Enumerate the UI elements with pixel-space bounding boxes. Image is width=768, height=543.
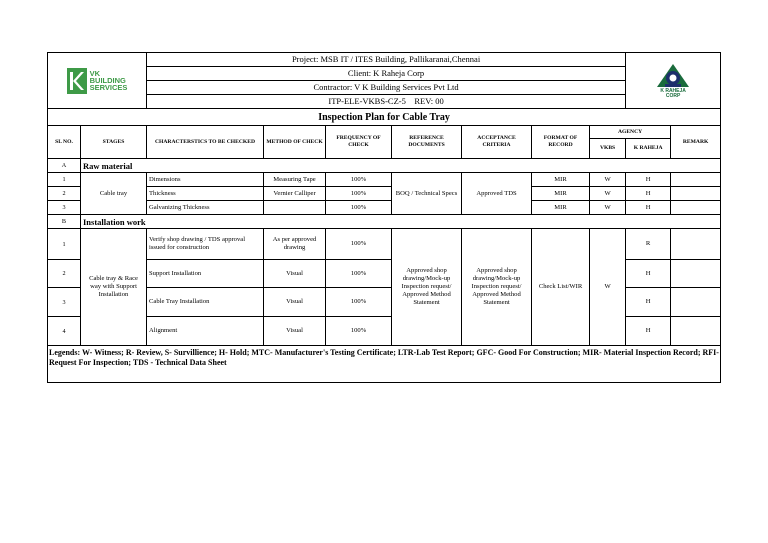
legend: Legends: W- Witness; R- Review, S- Survillience; H- Hold; MTC- Manufacturer's Testing Certificate; LTR-Lab Test Report; GFC- Good For Construction; MIR- Material Inspection Record; RFI- Request For Inspection; TDS - Technical Data Sheet xyxy=(48,346,721,383)
project-name: Project: MSB IT / ITES Building, Pallikaranai,Chennai xyxy=(147,53,626,67)
reference: Approved shop drawing/Mock-up Inspection request/ Approved Method Statement xyxy=(392,229,462,346)
remark xyxy=(671,229,721,260)
section-row xyxy=(48,215,721,229)
vk-logo-text xyxy=(90,70,128,91)
kraheja: H xyxy=(626,187,671,201)
vk-logo-line: SERVICES xyxy=(89,83,128,92)
vk-logo-mark xyxy=(67,68,87,94)
table-row xyxy=(48,229,721,260)
kraheja-logo-line: K RAHEJA xyxy=(660,87,686,94)
kraheja: H xyxy=(626,201,671,215)
sl-no: 3 xyxy=(48,201,81,215)
k-letter-icon xyxy=(67,68,87,94)
revision: REV: 00 xyxy=(414,96,444,106)
kraheja: H xyxy=(626,288,671,317)
inspection-plan-table xyxy=(47,52,721,383)
col-format: FORMAT OF RECORD xyxy=(532,126,590,159)
col-kraheja: K RAHEJA xyxy=(626,139,671,159)
kraheja-logo-line: CORP xyxy=(665,92,681,99)
doc-no: ITP-ELE-VKBS-CZ-5 xyxy=(328,96,406,106)
format: MIR xyxy=(532,201,590,215)
col-acceptance: ACCEPTANCE CRITERIA xyxy=(462,126,532,159)
section-title: Raw material xyxy=(81,159,721,173)
vkbs: W xyxy=(590,173,626,187)
frequency: 100% xyxy=(326,201,392,215)
frequency: 100% xyxy=(326,187,392,201)
col-characteristics: CHARACTERSTICS TO BE CHECKED xyxy=(147,126,264,159)
method: As per approved drawing xyxy=(264,229,326,260)
sl-no: 3 xyxy=(48,288,81,317)
acceptance: Approved shop drawing/Mock-up Inspection request/ Approved Method Statement xyxy=(462,229,532,346)
format: MIR xyxy=(532,173,590,187)
plan-title: Inspection Plan for Cable Tray xyxy=(48,109,721,126)
format: Check List/WIR xyxy=(532,229,590,346)
kraheja: H xyxy=(626,173,671,187)
remark xyxy=(671,288,721,317)
reference: BOQ / Technical Specs xyxy=(392,173,462,215)
method: Visual xyxy=(264,288,326,317)
section-letter: B xyxy=(48,215,81,229)
remark xyxy=(671,317,721,346)
stage: Cable tray & Race way with Support Installation xyxy=(81,229,147,346)
section-row xyxy=(48,159,721,173)
kraheja: H xyxy=(626,260,671,288)
characteristic: Cable Tray Installation xyxy=(147,288,264,317)
characteristic: Support Installation xyxy=(147,260,264,288)
col-vkbs: VKBS xyxy=(590,139,626,159)
kraheja: R xyxy=(626,229,671,260)
remark xyxy=(671,187,721,201)
stage: Cable tray xyxy=(81,173,147,215)
frequency: 100% xyxy=(326,173,392,187)
col-agency: AGENCY xyxy=(590,126,671,139)
method: Visual xyxy=(264,260,326,288)
method: Vernier Calliper xyxy=(264,187,326,201)
table-row xyxy=(48,173,721,187)
table-row xyxy=(48,201,721,215)
vkbs: W xyxy=(590,201,626,215)
kraheja-corp-logo xyxy=(628,63,718,99)
sl-no: 4 xyxy=(48,317,81,346)
frequency: 100% xyxy=(326,260,392,288)
vk-building-services-logo xyxy=(50,68,144,94)
acceptance: Approved TDS xyxy=(462,173,532,215)
sl-no: 2 xyxy=(48,187,81,201)
method: Visual xyxy=(264,317,326,346)
characteristic: Galvanizing Thickness xyxy=(147,201,264,215)
col-method: METHOD OF CHECK xyxy=(264,126,326,159)
vkbs: W xyxy=(590,187,626,201)
method: Measuring Tape xyxy=(264,173,326,187)
col-frequency: FREQUENCY OF CHECK xyxy=(326,126,392,159)
format: MIR xyxy=(532,187,590,201)
characteristic: Verify shop drawing / TDS approval issued for construction xyxy=(147,229,264,260)
col-reference: REFERENCE DOCUMENTS xyxy=(392,126,462,159)
method xyxy=(264,201,326,215)
sl-no: 2 xyxy=(48,260,81,288)
remark xyxy=(671,173,721,187)
vkbs: W xyxy=(590,229,626,346)
characteristic: Alignment xyxy=(147,317,264,346)
col-remark: REMARK xyxy=(671,126,721,159)
vk-logo-cell xyxy=(48,53,147,109)
table-row xyxy=(48,187,721,201)
col-sl-no: SL NO. xyxy=(48,126,81,159)
kraheja-logo-text xyxy=(660,89,686,99)
vk-logo-line: VK xyxy=(89,69,101,78)
sl-no: 1 xyxy=(48,173,81,187)
document-number xyxy=(147,95,626,109)
kraheja: H xyxy=(626,317,671,346)
kraheja-logo-cell xyxy=(626,53,721,109)
col-stages: STAGES xyxy=(81,126,147,159)
characteristic: Dimensions xyxy=(147,173,264,187)
section-letter: A xyxy=(48,159,81,173)
kraheja-emblem-icon xyxy=(656,63,690,89)
contractor-name: Contractor: V K Building Services Pvt Ltd xyxy=(147,81,626,95)
client-name: Client: K Raheja Corp xyxy=(147,67,626,81)
frequency: 100% xyxy=(326,229,392,260)
section-title: Installation work xyxy=(81,215,721,229)
remark xyxy=(671,201,721,215)
vk-logo-line: BUILDING xyxy=(89,76,126,85)
frequency: 100% xyxy=(326,317,392,346)
remark xyxy=(671,260,721,288)
frequency: 100% xyxy=(326,288,392,317)
sl-no: 1 xyxy=(48,229,81,260)
characteristic: Thickness xyxy=(147,187,264,201)
